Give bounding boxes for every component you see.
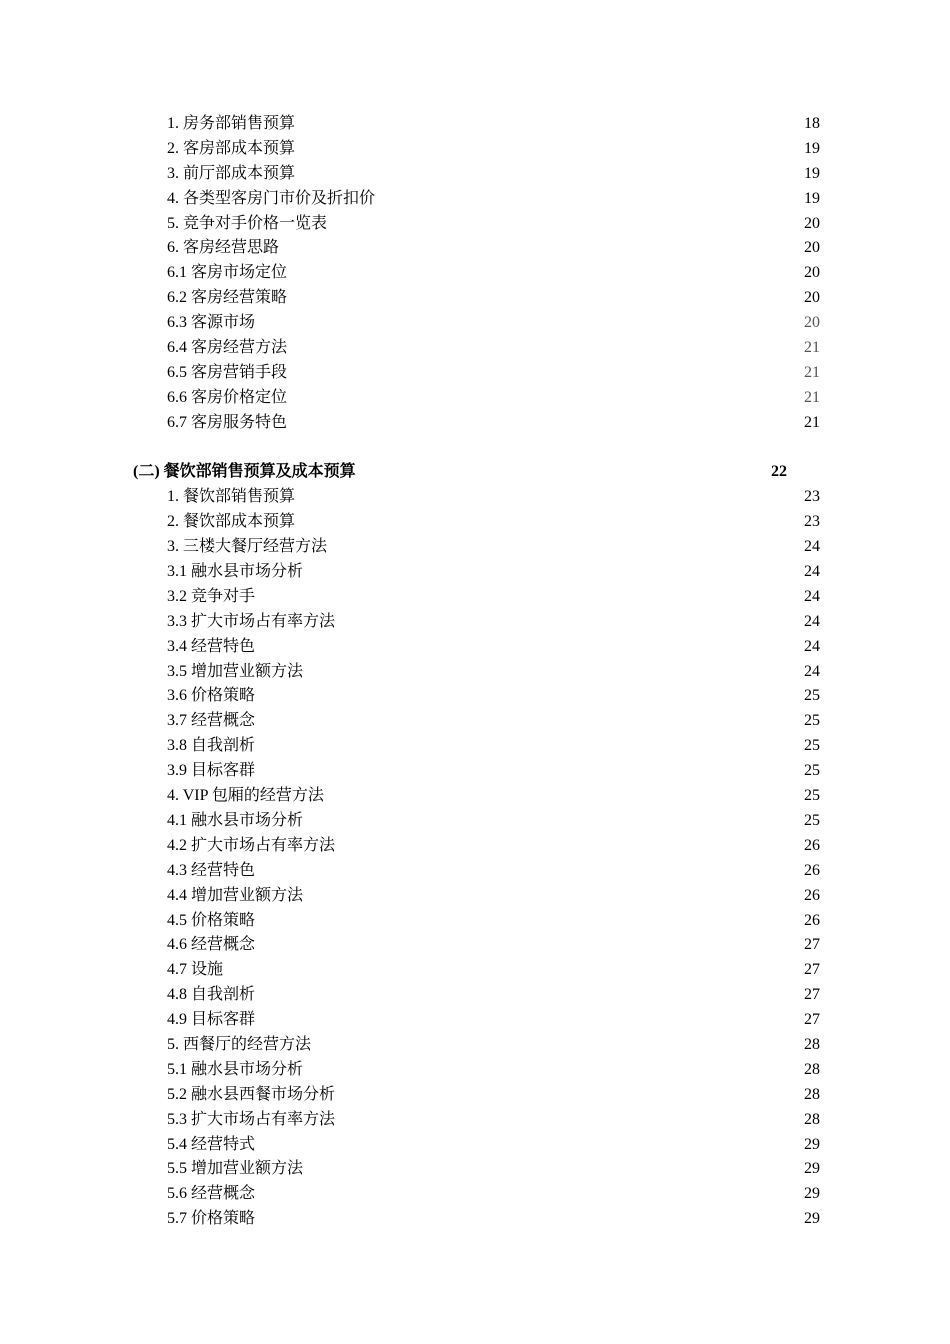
toc-entry-title: 4.5 价格策略	[167, 911, 256, 929]
toc-entry-title: 5.6 经营概念	[167, 1185, 256, 1203]
toc-entry[interactable]	[0, 386, 950, 411]
toc-entry-page-number: 26	[804, 861, 820, 879]
toc-entry[interactable]	[0, 137, 950, 162]
toc-entry-title: 6.4 客房经营方法	[167, 339, 288, 357]
toc-entry[interactable]	[0, 1133, 950, 1158]
toc-entry-page-number: 21	[804, 363, 820, 381]
toc-entry-page-number: 27	[804, 961, 820, 979]
toc-entry[interactable]	[0, 212, 950, 237]
toc-entry-page-number: 20	[804, 214, 820, 232]
toc-entry[interactable]	[0, 958, 950, 983]
toc-entry[interactable]	[0, 734, 950, 759]
toc-entry-page-number: 24	[804, 662, 820, 680]
toc-entry-title: 2. 餐饮部成本预算	[167, 513, 296, 531]
toc-entry-page-number: 29	[804, 1160, 820, 1178]
toc-entry-title: 3.8 自我剖析	[167, 737, 256, 755]
toc-entry-page-number: 25	[804, 712, 820, 730]
toc-entry-title: 5. 竞争对手价格一览表	[167, 214, 328, 232]
toc-entry-page-number: 20	[804, 264, 820, 282]
toc-entry-page-number: 27	[804, 986, 820, 1004]
toc-group-catering	[0, 485, 950, 1232]
toc-entry[interactable]	[0, 933, 950, 958]
toc-entry-title: 4. 各类型客房门市价及折扣价	[167, 189, 376, 207]
toc-entry-page-number: 25	[804, 687, 820, 705]
toc-entry-title: 5.2 融水县西餐市场分析	[167, 1085, 336, 1103]
toc-entry-page-number: 23	[804, 513, 820, 531]
toc-entry-page-number: 29	[804, 1210, 820, 1228]
toc-entry-page-number: 21	[804, 413, 820, 431]
toc-entry[interactable]	[0, 1157, 950, 1182]
toc-entry[interactable]	[0, 784, 950, 809]
toc-entry-page-number: 20	[804, 239, 820, 257]
toc-entry-page-number: 24	[804, 563, 820, 581]
toc-entry[interactable]	[0, 585, 950, 610]
toc-entry-page-number: 24	[804, 637, 820, 655]
toc-entry[interactable]	[0, 236, 950, 261]
toc-entry[interactable]	[0, 535, 950, 560]
toc-entry[interactable]	[0, 610, 950, 635]
toc-entry-title: 5.5 增加营业额方法	[167, 1160, 304, 1178]
toc-entry-title: 5.1 融水县市场分析	[167, 1060, 304, 1078]
toc-entry-page-number: 26	[804, 836, 820, 854]
toc-entry[interactable]	[0, 560, 950, 585]
toc-entry[interactable]	[0, 485, 950, 510]
toc-entry[interactable]	[0, 162, 950, 187]
toc-entry-title: 4.4 增加营业额方法	[167, 886, 304, 904]
section-spacer	[0, 436, 950, 461]
toc-entry-title: 3.1 融水县市场分析	[167, 563, 304, 581]
toc-entry-title: 6.7 客房服务特色	[167, 413, 288, 431]
toc-entry[interactable]	[0, 709, 950, 734]
toc-entry[interactable]	[0, 187, 950, 212]
toc-entry-page-number: 27	[804, 936, 820, 954]
toc-entry[interactable]	[0, 1008, 950, 1033]
toc-entry-page-number: 28	[804, 1085, 820, 1103]
toc-entry-page-number: 25	[804, 762, 820, 780]
toc-entry[interactable]	[0, 1033, 950, 1058]
toc-entry-title: 6.2 客房经营策略	[167, 289, 288, 307]
toc-entry[interactable]	[0, 635, 950, 660]
toc-entry-page-number: 28	[804, 1110, 820, 1128]
toc-entry-page-number: 25	[804, 737, 820, 755]
toc-entry[interactable]	[0, 1083, 950, 1108]
toc-entry-title: 3.6 价格策略	[167, 687, 256, 705]
toc-entry-page-number: 19	[804, 139, 820, 157]
toc-entry-page-number: 20	[804, 289, 820, 307]
toc-entry-page-number: 19	[804, 189, 820, 207]
toc-entry[interactable]	[0, 261, 950, 286]
toc-entry-title: 1. 餐饮部销售预算	[167, 488, 296, 506]
toc-entry-page-number: 24	[804, 587, 820, 605]
toc-entry-page-number: 26	[804, 886, 820, 904]
toc-entry[interactable]	[0, 660, 950, 685]
toc-entry-title: 5.3 扩大市场占有率方法	[167, 1110, 336, 1128]
toc-entry-page-number: 21	[804, 339, 820, 357]
toc-entry-title: 4.3 经营特色	[167, 861, 256, 879]
toc-entry[interactable]	[0, 311, 950, 336]
toc-entry[interactable]	[0, 1108, 950, 1133]
toc-entry-page-number: 28	[804, 1035, 820, 1053]
toc-entry-title: 4.8 自我剖析	[167, 986, 256, 1004]
toc-entry-title: 6. 客房经营思路	[167, 239, 280, 257]
toc-entry-title: 3. 前厅部成本预算	[167, 164, 296, 182]
toc-entry-page-number: 27	[804, 1011, 820, 1029]
toc-entry-page-number: 25	[804, 787, 820, 805]
toc-entry-title: 5. 西餐厅的经营方法	[167, 1035, 312, 1053]
toc-entry-page-number: 20	[804, 314, 820, 332]
toc-entry[interactable]	[0, 1207, 950, 1232]
toc-entry-title: 4. VIP 包厢的经营方法	[167, 787, 324, 805]
toc-entry[interactable]	[0, 909, 950, 934]
toc-entry[interactable]	[0, 809, 950, 834]
toc-entry-title: 1. 房务部销售预算	[167, 115, 296, 132]
toc-entry[interactable]	[0, 112, 950, 137]
toc-entry[interactable]	[0, 286, 950, 311]
toc-page	[0, 112, 950, 1232]
toc-entry-title: 3.5 增加营业额方法	[167, 662, 304, 680]
toc-entry[interactable]	[0, 983, 950, 1008]
toc-entry[interactable]	[0, 411, 950, 436]
toc-entry-title: 5.7 价格策略	[167, 1210, 256, 1228]
toc-entry-title: 3.3 扩大市场占有率方法	[167, 612, 336, 630]
toc-entry-title: 2. 客房部成本预算	[167, 139, 296, 157]
toc-entry-title: 5.4 经营特式	[167, 1135, 256, 1153]
toc-entry-title: 6.6 客房价格定位	[167, 388, 288, 406]
toc-entry[interactable]	[0, 336, 950, 361]
toc-entry-title: 3.2 竞争对手	[167, 587, 256, 605]
toc-entry[interactable]	[0, 859, 950, 884]
toc-entry-page-number: 18	[804, 115, 820, 132]
toc-entry[interactable]	[0, 361, 950, 386]
toc-entry[interactable]	[0, 759, 950, 784]
toc-entry-page-number: 29	[804, 1135, 820, 1153]
toc-entry-title: 3. 三楼大餐厅经营方法	[167, 538, 328, 556]
toc-entry[interactable]	[0, 834, 950, 859]
toc-entry-page-number: 21	[804, 388, 820, 406]
toc-entry[interactable]	[0, 1058, 950, 1083]
toc-section-heading[interactable]	[0, 460, 950, 485]
toc-entry-title: 4.9 目标客群	[167, 1011, 256, 1029]
toc-entry-title: 3.9 目标客群	[167, 762, 256, 780]
toc-entry-title: 4.6 经营概念	[167, 936, 256, 954]
toc-entry-title: 4.1 融水县市场分析	[167, 811, 304, 829]
toc-entry-title: 6.3 客源市场	[167, 314, 256, 332]
toc-entry[interactable]	[0, 684, 950, 709]
toc-entry-page-number: 28	[804, 1060, 820, 1078]
toc-entry-page-number: 23	[804, 488, 820, 506]
toc-entry-title: 4.7 设施	[167, 961, 224, 979]
toc-entry-title: 3.4 经营特色	[167, 637, 256, 655]
toc-entry[interactable]	[0, 510, 950, 535]
toc-entry-page-number: 24	[804, 612, 820, 630]
toc-entry[interactable]	[0, 1182, 950, 1207]
toc-entry-page-number: 25	[804, 811, 820, 829]
toc-entry-page-number: 26	[804, 911, 820, 929]
toc-entry-title: 6.1 客房市场定位	[167, 264, 288, 282]
toc-entry-page-number: 24	[804, 538, 820, 556]
toc-entry-title: 4.2 扩大市场占有率方法	[167, 836, 336, 854]
section-title: (二) 餐饮部销售预算及成本预算	[133, 463, 356, 481]
toc-entry-title: 6.5 客房营销手段	[167, 363, 288, 381]
toc-entry-page-number: 19	[804, 164, 820, 182]
toc-entry-title: 3.7 经营概念	[167, 712, 256, 730]
toc-group-rooms	[0, 112, 950, 436]
toc-entry[interactable]	[0, 884, 950, 909]
toc-entry-page-number: 29	[804, 1185, 820, 1203]
section-page-number: 22	[771, 463, 787, 481]
